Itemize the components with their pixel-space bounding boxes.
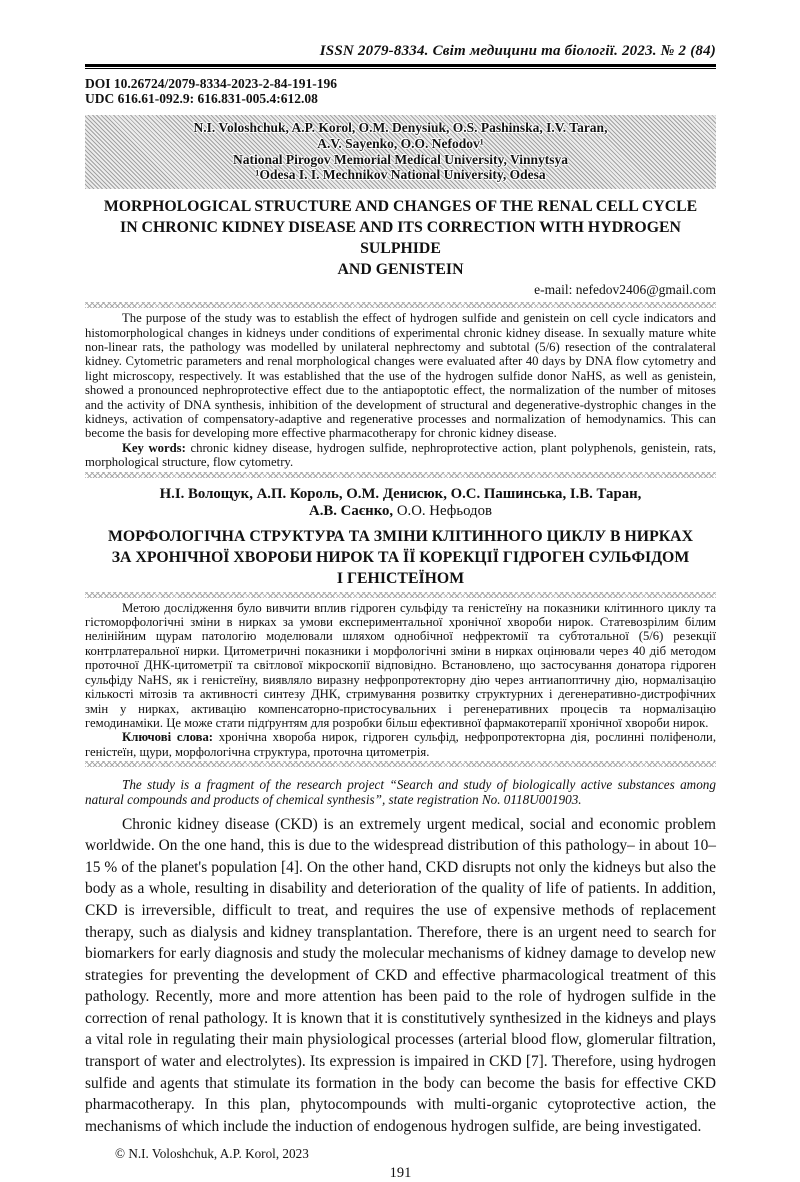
abstract-en: The purpose of the study was to establish the effect of hydrogen sulfide and genistein on cell cycle indicators and histomorphological changes in kidneys under conditions of experimental chronic kidney disease. In sexually mature white non-linear rats, the pathology was modelled by unilateral nephrectomy and subtotal (5/6) resection of the contralateral kidney. Cytometric parameters and renal morphological changes were evaluated after 40 days by DNA flow cytometry and light microscopy, respectively. It was established that the use of the hydrogen sulfide donor NaHS, as well as genistein, showed a pronounced nephroprotective effect due to the antiapoptotic effect, the normalization of the number of mitoses and the activity of DNA synthesis, inhibition of the development of structural and degenerative-dystrophic changes in the kidneys, activation of compensatory-adaptive and regenerative processes and normalization of hemodynamics. This can become the basis for developing more effective pharmacotherapy for chronic kidney disease. (85, 311, 716, 441)
article-title-en (85, 196, 716, 280)
affiliation-line1: National Pirogov Memorial Medical University, Vinnytsya (233, 151, 568, 167)
authors-ua-line1: Н.І. Волощук, А.П. Король, О.М. Денисюк, О.С. Пашинська, І.В. Таран, (159, 485, 642, 502)
article-title-ua (85, 526, 716, 589)
article-title-ua-line3: І ГЕНІСТЕЇНОМ (336, 569, 465, 587)
keywords-en (85, 441, 716, 470)
section-divider (85, 302, 716, 308)
authors-ua-line2-bold: А.В. Саєнко, (309, 503, 394, 520)
article-title-ua-line2: ЗА ХРОНІЧНОЇ ХВОРОБИ НИРОК ТА ЇЇ КОРЕКЦІЇ ГІДРОГЕН СУЛЬФІДОМ (111, 548, 690, 566)
authors-ua-line2-regular: О.О. Нефьодов (393, 503, 492, 520)
article-title-en-line3: AND GENISTEIN (337, 261, 464, 279)
page-number: 191 (389, 1165, 412, 1182)
authors-ua-line2 (85, 503, 716, 521)
udc-line: UDC 616.61-092.9: 616.831-005.4:612.08 (85, 91, 318, 106)
abstract-ua: Метою дослідження було вивчити вплив гідроген сульфіду та геністеїну на показники клітинного циклу та гістоморфологічні зміни в нирках за умови експериментальної хронічної хвороби нирок. Статевозрілим білим нелінійним щурам патологію моделювали шляхом однобічної нефректомії та субтотальної (5/6) резекції контрлатеральної нирки. Цитометричні показники і морфологічні зміни в нирках оцінювали через 40 діб методом проточної ДНК-цитометрії та світлової мікроскопії відповідно. Встановлено, що застосування донатора гідроген сульфіду NaHS, як і геністеїну, виявляло виразну нефропротекторну дію через антиапоптичну дію, нормалізацію кількості мітозів та активності синтезу ДНК, стримування розвитку структурних і дегенеративно-дистрофічних змін у нирках, активацію компенсаторно-пристосувальних і регенеративних процесів та нормалізацію гемодинаміки. Це може стати підґрунтям для розробки більш ефективної фармакотерапії хронічної хвороби нирок. (85, 600, 716, 730)
email-line: e-mail: nefedov2406@gmail.com (534, 282, 716, 298)
keywords-en-text: chronic kidney disease, hydrogen sulfide, nephroprotective action, plant polyphenols, genistein, rats, morphological structure, flow cytometry. (85, 440, 717, 470)
keywords-en-label: Key words: (122, 440, 186, 455)
keywords-ua-label: Ключові слова: (122, 730, 214, 745)
header-rule-thick (85, 64, 716, 67)
article-title-ua-line1: МОРФОЛОГІЧНА СТРУКТУРА ТА ЗМІНИ КЛІТИННОГО ЦИКЛУ В НИРКАХ (108, 527, 693, 545)
affiliation-line2: ¹Odesa I. I. Mechnikov National University, Odesa (255, 167, 546, 183)
research-fragment-note: The study is a fragment of the research project “Search and study of biologically active substances among natural compounds and products of chemical synthesis”, state registration No. 0118U001903. (85, 777, 716, 808)
authors-en-line2: A.V. Sayenko, O.O. Nefodov¹ (317, 135, 484, 151)
authors-block-en (85, 115, 716, 189)
authors-block-ua (85, 486, 716, 521)
copyright-note: © N.I. Voloshchuk, A.P. Korol, 2023 (115, 1146, 309, 1162)
keywords-ua-text: хронічна хвороба нирок, гідроген сульфід, нефропротекторна дія, рослинні поліфеноли, геністеїн, щури, морфологічна структура, проточна цитометрія. (85, 730, 716, 759)
section-divider (85, 761, 716, 767)
authors-en-line1: N.I. Voloshchuk, A.P. Korol, O.M. Denysiuk, O.S. Pashinska, I.V. Taran, (193, 120, 608, 135)
keywords-ua (85, 730, 716, 759)
section-divider (85, 592, 716, 598)
section-divider (85, 472, 716, 478)
journal-issn-header: ISSN 2079-8334. Світ медицини та біології. 2023. № 2 (84) (319, 43, 716, 59)
body-paragraph: Chronic kidney disease (CKD) is an extremely urgent medical, social and economic problem worldwide. On the one hand, this is due to the widespread distribution of this pathology– in about 10–15 % of the planet's population [4]. On the other hand, CKD disrupts not only the kidneys but also the body as a whole, resulting in disability and deterioration of the quality of life of patients. In addition, CKD is irreversible, difficult to treat, and requires the use of expensive methods of replacement therapy, such as dialysis and kidney transplantation. Therefore, there is an urgent need to search for biomarkers for early diagnosis and study the molecular mechanisms of kidney damage to develop new strategies for preventing the development of CKD and effective pharmacological treatment of this pathology. Recently, more and more attention has been paid to the role of hydrogen sulfide in the correction of renal pathology. It is known that it is constitutively synthesized in the kidneys and plays a vital role in regulating their main physiological processes (arterial blood flow, glomerular filtration, transport of water and electrolytes). Its expression is impaired in CKD [7]. Therefore, using hydrogen sulfide and agents that stimulate its formation in the body can become the basis for effective CKD pharmacotherapy. In this plan, phytocompounds with multi-organic cytoprotective action, the mechanisms of which include the induction of endogenous hydrogen sulfide, are being investigated. (85, 815, 716, 1135)
article-title-en-line1: MORPHOLOGICAL STRUCTURE AND CHANGES OF THE RENAL CELL CYCLE (103, 198, 698, 216)
header-rule-thin (85, 68, 716, 69)
article-title-en-line2: IN CHRONIC KIDNEY DISEASE AND ITS CORRECTION WITH HYDROGEN SULPHIDE (120, 219, 681, 258)
doi-line: DOI 10.26724/2079-8334-2023-2-84-191-196 (85, 76, 337, 91)
